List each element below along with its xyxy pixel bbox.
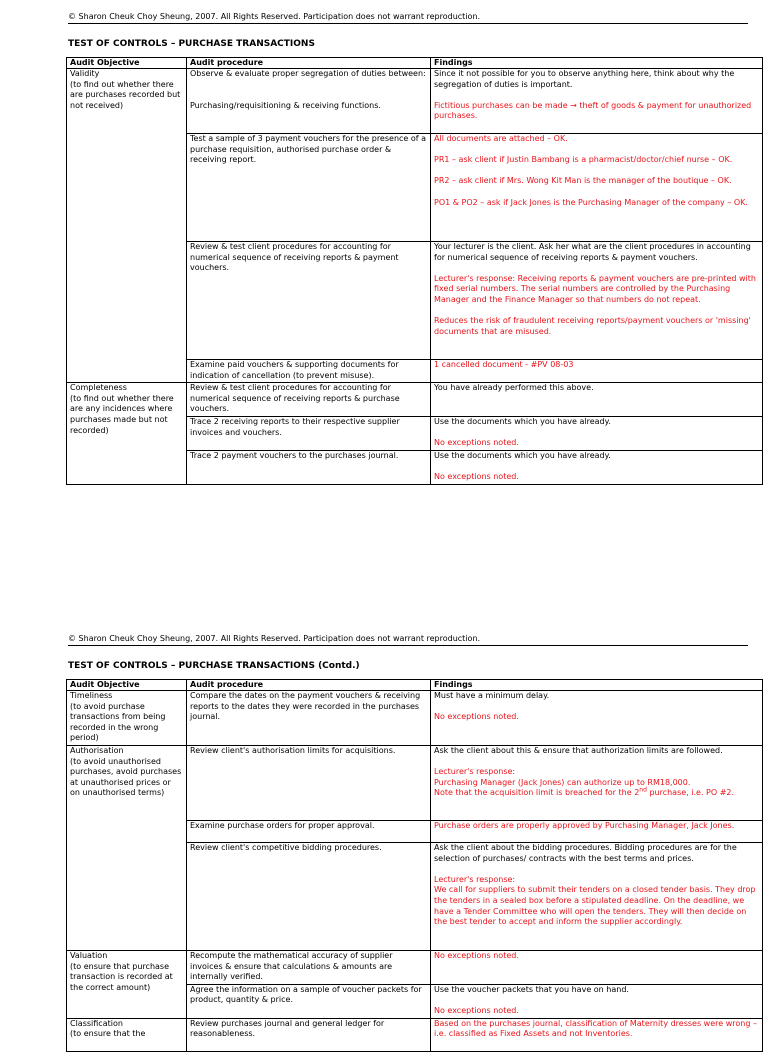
finding-text: Use the documents which you have already. <box>434 416 611 426</box>
procedure-cell <box>187 745 431 820</box>
objective-name: Classification <box>70 1018 123 1028</box>
objective-name: Authorisation <box>70 745 124 755</box>
finding-text-red: Reduces the risk of fraudulent receiving reports/payment vouchers or 'missing' documents that are misused. <box>434 316 751 336</box>
objective-description: (to avoid purchase transactions from being recorded in the wrong period) <box>70 701 166 743</box>
procedure-text: Review & test client procedures for accounting for numerical sequence of receiving reports & purchase vouchers. <box>190 383 400 414</box>
objective-description: (to ensure that the <box>70 1029 146 1039</box>
procedure-cell <box>187 242 431 360</box>
finding-text: Must have a minimum delay. <box>434 691 550 700</box>
objective-cell-validity <box>67 69 187 383</box>
procedure-text: Recompute the mathematical accuracy of supplier invoices & ensure that calculations & amounts are internally verified. <box>190 950 393 982</box>
finding-text-red: PR2 – ask client if Mrs. Wong Kit Man is the manager of the boutique – OK. <box>434 176 732 186</box>
header-rule <box>68 645 748 646</box>
table-header-row <box>67 680 763 691</box>
finding-text-red: PR1 – ask client if Justin Bambang is a pharmacist/doctor/chief nurse – OK. <box>434 155 733 165</box>
findings-cell <box>431 383 763 417</box>
procedure-text: Compare the dates on the payment vouchers & receiving reports to the dates they were recorded in the purchases journal. <box>190 691 421 722</box>
finding-text-part: purchase, i.e. PO #2. <box>646 788 735 798</box>
table-row <box>67 69 763 134</box>
header-audit-objective: Audit Objective <box>67 58 187 69</box>
procedure-text: Examine purchase orders for proper approval. <box>190 820 375 830</box>
header-audit-objective: Audit Objective <box>67 680 187 691</box>
finding-text-red: Lecturer's response: <box>434 767 516 777</box>
findings-cell <box>431 416 763 450</box>
copyright-notice: © Sharon Cheuk Choy Sheung, 2007. All Rights Reserved. Participation does not warrant reproduction. <box>68 12 481 21</box>
finding-text: Use the documents which you have already. <box>434 450 611 460</box>
table-row <box>67 691 763 746</box>
finding-text-red: No exceptions noted. <box>434 438 519 448</box>
objective-cell-valuation <box>67 950 187 1018</box>
procedure-text: Agree the information on a sample of voucher packets for product, quantity & price. <box>190 984 422 1005</box>
procedure-text: Trace 2 receiving reports to their respective supplier invoices and vouchers. <box>190 416 400 437</box>
table-header-row <box>67 58 763 69</box>
procedure-text: Review & test client procedures for accounting for numerical sequence of receiving reports & payment vouchers. <box>190 242 399 273</box>
finding-text: Use the voucher packets that you have on hand. <box>434 984 629 994</box>
table-row <box>67 745 763 820</box>
findings-cell <box>431 820 763 842</box>
procedure-cell <box>187 1018 431 1051</box>
objective-name: Timeliness <box>70 691 113 700</box>
procedure-text: Review purchases journal and general ledger for reasonableness. <box>190 1018 385 1039</box>
finding-text-red: We call for suppliers to submit their tenders on a closed tender basis. They drop the tenders in a sealed box before a stipulated deadline. On the deadline, we have a Tender Committee who will open the tenders. They will then decide on the best tender to accept and inform the supplier accordingly. <box>434 885 756 927</box>
header-findings: Findings <box>431 680 763 691</box>
objective-name: Validity <box>70 69 100 78</box>
procedure-cell <box>187 691 431 746</box>
procedure-text: Purchasing/requisitioning & receiving functions. <box>190 100 381 110</box>
finding-text-red: No exceptions noted. <box>434 950 519 960</box>
findings-cell <box>431 691 763 746</box>
table-row <box>67 383 763 417</box>
procedure-cell <box>187 450 431 484</box>
findings-cell <box>431 69 763 134</box>
objective-name: Valuation <box>70 950 108 960</box>
procedure-cell <box>187 820 431 842</box>
finding-text: Your lecturer is the client. Ask her what are the client procedures in accounting for numerical sequence of receiving reports & payment vouchers. <box>434 242 751 262</box>
procedure-cell <box>187 416 431 450</box>
objective-description: (to find out whether there are purchases recorded but not received) <box>70 79 181 110</box>
page-title: TEST OF CONTROLS – PURCHASE TRANSACTIONS (Contd.) <box>68 661 360 671</box>
finding-text-red: No exceptions noted. <box>434 1005 519 1015</box>
finding-text-red: Based on the purchases journal, classification of Maternity dresses were wrong – i.e. classified as Fixed Assets and not Inventories. <box>434 1018 757 1039</box>
page-title: TEST OF CONTROLS – PURCHASE TRANSACTIONS <box>68 39 315 49</box>
findings-cell <box>431 842 763 950</box>
procedure-text: Review client's competitive bidding procedures. <box>190 842 382 852</box>
finding-text-red: Purchasing Manager (Jack Jones) can authorize up to RM18,000. <box>434 777 691 787</box>
findings-cell <box>431 242 763 360</box>
procedure-cell <box>187 842 431 950</box>
procedure-text: Trace 2 payment vouchers to the purchases journal. <box>190 450 399 460</box>
copyright-notice: © Sharon Cheuk Choy Sheung, 2007. All Rights Reserved. Participation does not warrant reproduction. <box>68 634 481 643</box>
findings-cell <box>431 745 763 820</box>
finding-text-part: Note that the acquisition limit is breached for the 2 <box>434 788 640 798</box>
finding-text-red: No exceptions noted. <box>434 712 519 722</box>
findings-cell <box>431 360 763 383</box>
procedure-text: Examine paid vouchers & supporting documents for indication of cancellation (to prevent misuse). <box>190 360 399 380</box>
header-audit-procedure: Audit procedure <box>187 58 431 69</box>
finding-text-red: Purchase orders are properly approved by Purchasing Manager, Jack Jones. <box>434 820 735 830</box>
finding-text-red: Lecturer's response: Receiving reports & payment vouchers are pre-printed with fixed serial numbers. The serial numbers are controlled by the Purchasing Manager and the Finance Manager so that numbers do not repeat. <box>434 273 756 304</box>
finding-text-red: All documents are attached – OK. <box>434 134 568 143</box>
findings-cell <box>431 984 763 1018</box>
objective-cell-timeliness <box>67 691 187 746</box>
objective-cell-authorisation <box>67 745 187 950</box>
header-findings: Findings <box>431 58 763 69</box>
ordinal-suffix: nd <box>639 786 647 794</box>
header-rule <box>68 23 748 24</box>
header-audit-procedure: Audit procedure <box>187 680 431 691</box>
table-row <box>67 1018 763 1051</box>
table-row <box>67 950 763 984</box>
finding-text-red: Lecturer's response: <box>434 874 516 884</box>
procedure-cell <box>187 360 431 383</box>
finding-text: Ask the client about the bidding procedures. Bidding procedures are for the selection of purchases/ contracts with the best terms and prices. <box>434 842 737 863</box>
procedure-text: Observe & evaluate proper segregation of duties between: <box>190 69 426 78</box>
procedure-cell <box>187 984 431 1018</box>
procedure-cell <box>187 69 431 134</box>
procedure-text: Test a sample of 3 payment vouchers for the presence of a purchase requisition, authorised purchase order & receiving report. <box>190 134 427 165</box>
controls-table <box>66 679 763 1052</box>
findings-cell <box>431 134 763 242</box>
procedure-cell <box>187 134 431 242</box>
procedure-text: Review client's authorisation limits for acquisitions. <box>190 745 396 755</box>
finding-text-red: PO1 & PO2 – ask if Jack Jones is the Purchasing Manager of the company – OK. <box>434 197 748 207</box>
findings-cell <box>431 1018 763 1051</box>
procedure-cell <box>187 950 431 984</box>
finding-text: Since it not possible for you to observe anything here, think about why the segregation of duties is important. <box>434 69 735 89</box>
finding-text: Ask the client about this & ensure that authorization limits are followed. <box>434 745 723 755</box>
controls-table <box>66 57 763 485</box>
finding-text-red <box>434 788 759 799</box>
finding-text-red: Fictitious purchases can be made → theft of goods & payment for unauthorized purchases. <box>434 100 752 121</box>
objective-description: (to avoid unauthorised purchases, avoid purchases at unauthorised prices or on unauthorised terms) <box>70 756 182 798</box>
procedure-cell <box>187 383 431 417</box>
finding-text-red: 1 cancelled document - #PV 08-03 <box>434 360 574 369</box>
findings-cell <box>431 450 763 484</box>
objective-description: (to ensure that purchase transaction is recorded at the correct amount) <box>70 961 173 992</box>
finding-text-red: No exceptions noted. <box>434 471 519 481</box>
objective-cell-completeness <box>67 383 187 484</box>
objective-description: (to find out whether there are any incidences where purchases made but not recorded) <box>70 393 174 435</box>
objective-name: Completeness <box>70 383 127 393</box>
finding-text: You have already performed this above. <box>434 383 594 393</box>
findings-cell <box>431 950 763 984</box>
objective-cell-classification <box>67 1018 187 1051</box>
